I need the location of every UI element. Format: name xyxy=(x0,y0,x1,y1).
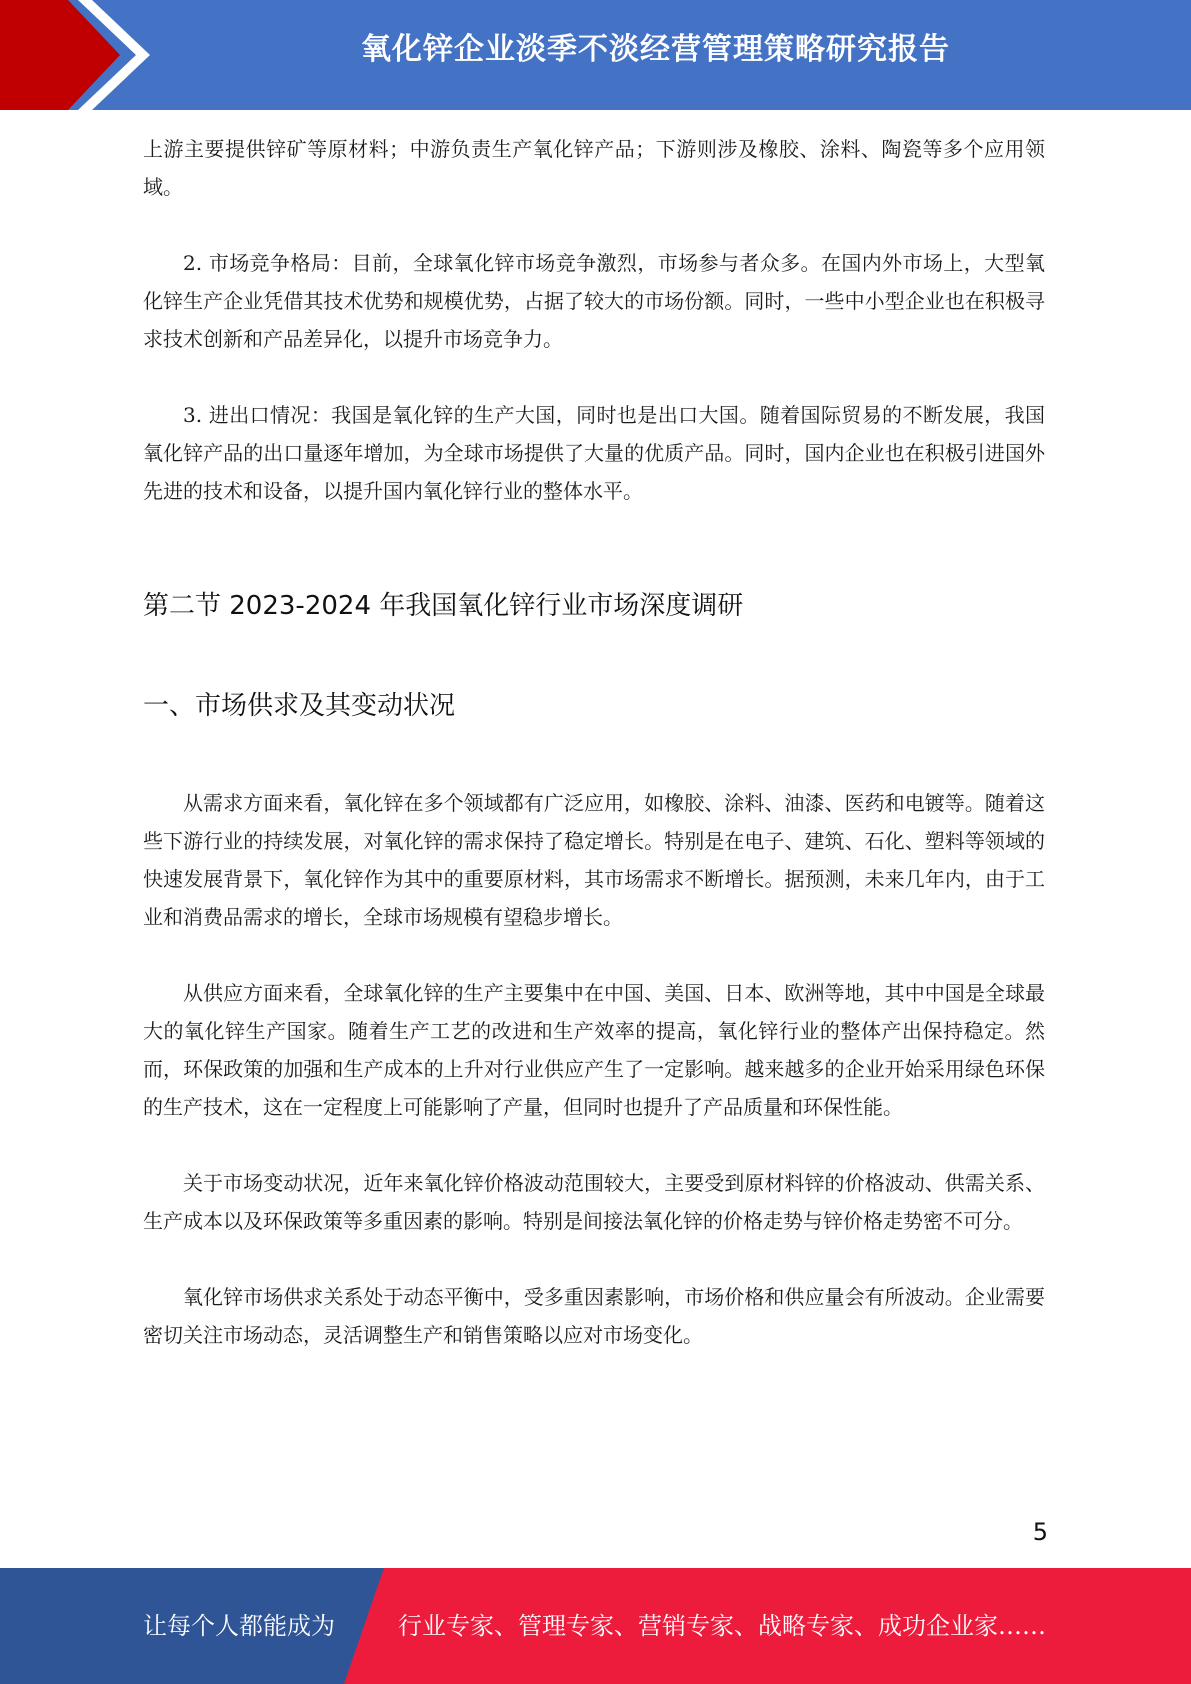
section-heading: 第二节 2023-2024 年我国氧化锌行业市场深度调研 xyxy=(143,591,744,621)
market-change-paragraph: 关于市场变动状况，近年来氧化锌价格波动范围较大，主要受到原材料锌的价格波动、供需关系、生产成本以及环保政策等多重因素的影响。特别是间接法氧化锌的价格走势与锌价格走势密不可分。 xyxy=(143,1171,1045,1233)
page-header xyxy=(0,0,1191,110)
market-competition-paragraph: 2. 市场竞争格局：目前，全球氧化锌市场竞争激烈，市场参与者众多。在国内外市场上，大型氧化锌生产企业凭借其技术优势和规模优势，占据了较大的市场份额。同时，一些中小型企业也在积极寻求技术创新和产品差异化，以提升市场竞争力。 xyxy=(143,251,1045,351)
page-content xyxy=(143,130,1045,1354)
page-number: 5 xyxy=(1032,1518,1048,1546)
header-arrow-decoration xyxy=(0,0,160,110)
import-export-paragraph: 3. 进出口情况：我国是氧化锌的生产大国，同时也是出口大国。随着国际贸易的不断发展，我国氧化锌产品的出口量逐年增加，为全球市场提供了大量的优质产品。同时，国内企业也在积极引进国外先进的技术和设备，以提升国内氧化锌行业的整体水平。 xyxy=(143,403,1045,503)
supply-paragraph: 从供应方面来看，全球氧化锌的生产主要集中在中国、美国、日本、欧洲等地，其中中国是全球最大的氧化锌生产国家。随着生产工艺的改进和生产效率的提高，氧化锌行业的整体产出保持稳定。然而，环保政策的加强和生产成本的上升对行业供应产生了一定影响。越来越多的企业开始采用绿色环保的生产技术，这在一定程度上可能影响了产量，但同时也提升了产品质量和环保性能。 xyxy=(143,981,1045,1119)
page-footer xyxy=(0,1568,1191,1684)
document-title: 氧化锌企业淡季不淡经营管理策略研究报告 xyxy=(361,32,950,67)
demand-paragraph: 从需求方面来看，氧化锌在多个领域都有广泛应用，如橡胶、涂料、油漆、医药和电镀等。随着这些下游行业的持续发展，对氧化锌的需求保持了稳定增长。特别是在电子、建筑、石化、塑料等领域的快速发展背景下，氧化锌作为其中的重要原材料，其市场需求不断增长。据预测，未来几年内，由于工业和消费品需求的增长，全球市场规模有望稳步增长。 xyxy=(143,791,1045,929)
subsection-heading: 一、市场供求及其变动状况 xyxy=(143,691,456,721)
intro-paragraph: 上游主要提供锌矿等原材料；中游负责生产氧化锌产品；下游则涉及橡胶、涂料、陶瓷等多个应用领域。 xyxy=(143,137,1045,199)
footer-slogan-right: 行业专家、管理专家、营销专家、战略专家、成功企业家…… xyxy=(398,1612,1046,1640)
footer-slogan-left: 让每个人都能成为 xyxy=(143,1612,335,1640)
supply-demand-balance-paragraph: 氧化锌市场供求关系处于动态平衡中，受多重因素影响，市场价格和供应量会有所波动。企业需要密切关注市场动态，灵活调整生产和销售策略以应对市场变化。 xyxy=(143,1285,1045,1347)
